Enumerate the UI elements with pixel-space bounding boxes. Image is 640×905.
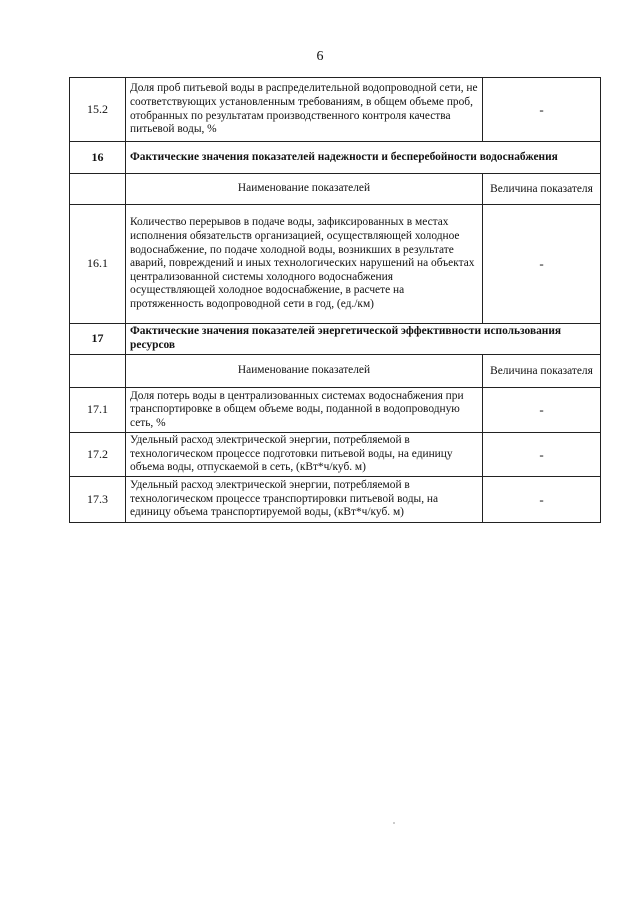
row-number: 17.2 bbox=[70, 433, 126, 477]
table-row bbox=[70, 477, 601, 523]
scan-speck bbox=[393, 822, 395, 824]
indicator-value: - bbox=[483, 388, 601, 433]
table-row bbox=[70, 78, 601, 142]
section-row bbox=[70, 324, 601, 355]
row-number: 16.1 bbox=[70, 205, 126, 324]
section-title: Фактические значения показателей надежности и бесперебойности водоснабжения bbox=[126, 142, 601, 174]
header-indicator-name: Наименование показателей bbox=[126, 355, 483, 388]
indicator-value: - bbox=[483, 205, 601, 324]
table-row bbox=[70, 433, 601, 477]
section-number: 16 bbox=[70, 142, 126, 174]
indicators-table bbox=[69, 77, 601, 523]
indicator-name: Доля проб питьевой воды в распределительной водопроводной сети, не соответствующих установленным требованиям, в общем объеме проб, отобранных по результатам производственного контроля качества питьевой воды, % bbox=[126, 78, 483, 142]
header-row bbox=[70, 174, 601, 205]
header-empty-cell bbox=[70, 174, 126, 205]
section-title: Фактические значения показателей энергетической эффективности использования ресурсов bbox=[126, 324, 601, 355]
indicator-value: - bbox=[483, 78, 601, 142]
page-number: 6 bbox=[316, 49, 324, 64]
header-row bbox=[70, 355, 601, 388]
header-empty-cell bbox=[70, 355, 126, 388]
table-row bbox=[70, 205, 601, 324]
indicator-name: Удельный расход электрической энергии, потребляемой в технологическом процессе транспортировки питьевой воды, на единицу объема транспортируемой воды, (кВт*ч/куб. м) bbox=[126, 477, 483, 523]
header-indicator-value: Величина показателя bbox=[483, 174, 601, 205]
indicator-name: Удельный расход электрической энергии, потребляемой в технологическом процессе подготовки питьевой воды, на единицу объема воды, отпускаемой в сеть, (кВт*ч/куб. м) bbox=[126, 433, 483, 477]
indicator-value: - bbox=[483, 433, 601, 477]
section-number: 17 bbox=[70, 324, 126, 355]
section-row bbox=[70, 142, 601, 174]
indicator-name: Доля потерь воды в централизованных системах водоснабжения при транспортировке в общем объеме воды, поданной в водопроводную сеть, % bbox=[126, 388, 483, 433]
row-number: 17.1 bbox=[70, 388, 126, 433]
header-indicator-value: Величина показателя bbox=[483, 355, 601, 388]
indicator-name: Количество перерывов в подаче воды, зафиксированных в местах исполнения обязательств организацией, осуществляющей холодное водоснабжение, по подаче холодной воды, возникших в результате аварий, повреждений и иных технологических нарушений на объектах централизованной системы холодного водоснабжения осуществляющей холодное водоснабжение, в расчете на протяженность водопроводной сети в год, (ед./км) bbox=[126, 205, 483, 324]
table-row bbox=[70, 388, 601, 433]
row-number: 17.3 bbox=[70, 477, 126, 523]
header-indicator-name: Наименование показателей bbox=[126, 174, 483, 205]
indicator-value: - bbox=[483, 477, 601, 523]
row-number: 15.2 bbox=[70, 78, 126, 142]
